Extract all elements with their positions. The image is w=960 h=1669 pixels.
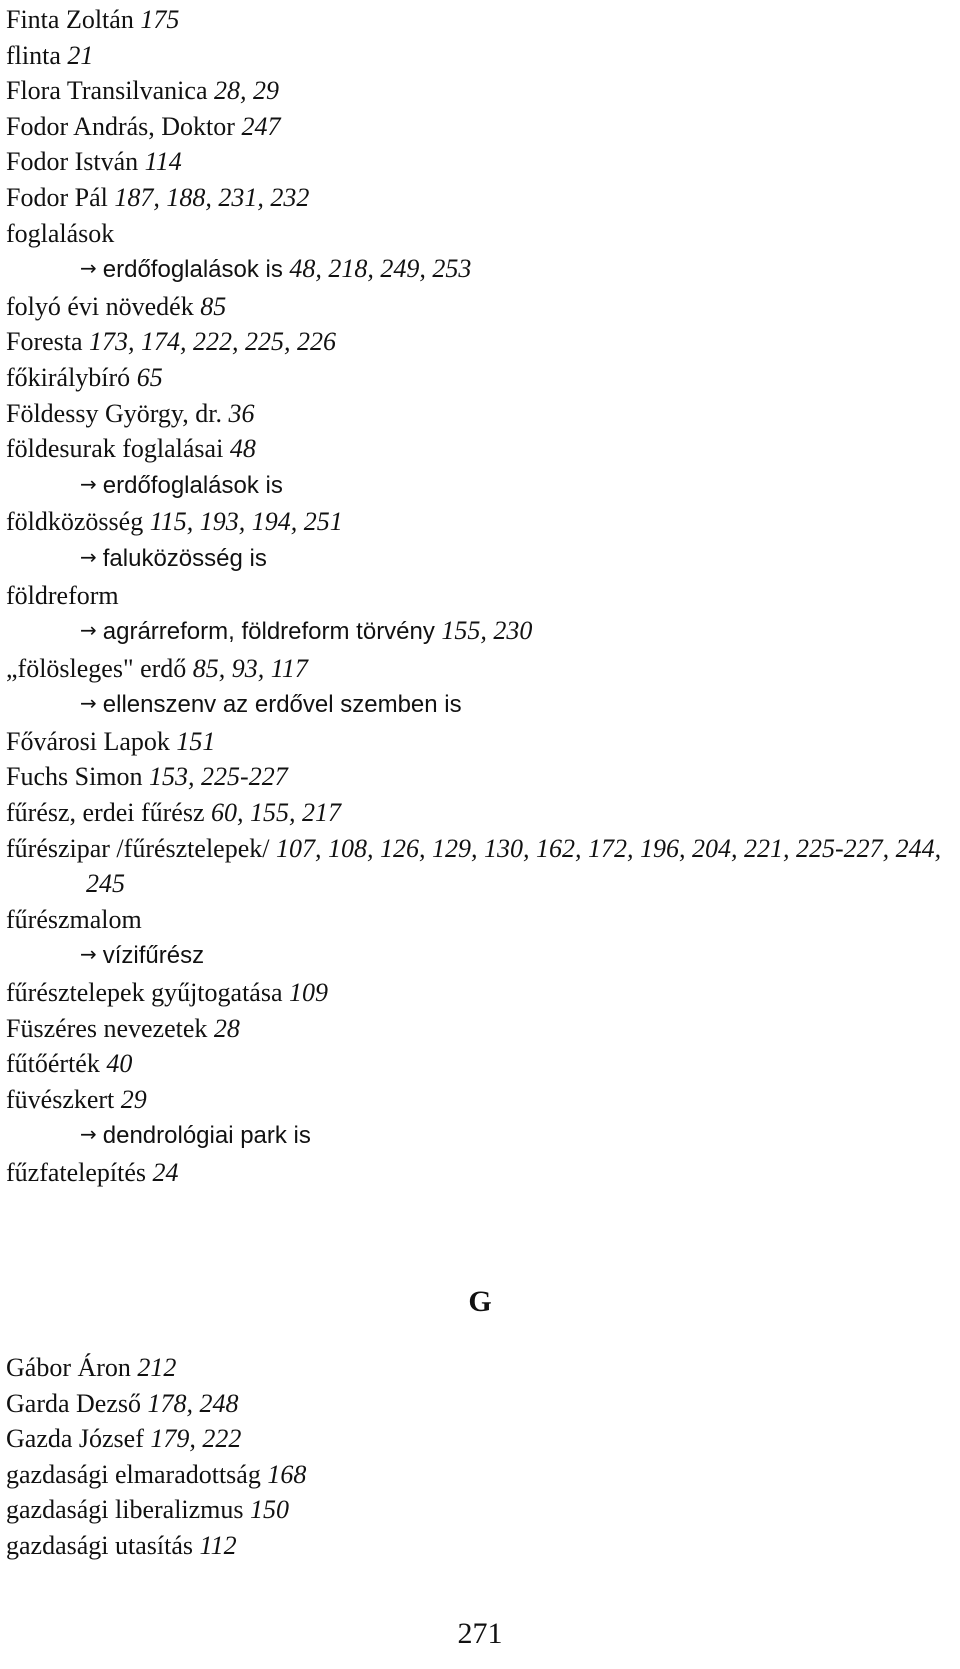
page-references: 151 — [176, 726, 216, 756]
arrow-right-icon: → — [80, 256, 97, 281]
index-entry — [6, 73, 946, 109]
index-term: földesurak foglalásai — [6, 434, 224, 464]
page-references: 247 — [241, 111, 281, 141]
index-entry — [6, 180, 946, 216]
page-references: 109 — [289, 978, 328, 1008]
cross-reference-text: faluközösség is — [102, 544, 267, 572]
index-entry — [6, 1046, 946, 1082]
index-entry — [6, 1421, 946, 1457]
index-section-f — [6, 2, 946, 1191]
page-references: 48, 218, 249, 253 — [289, 254, 472, 284]
cross-reference-text: vízifűrész — [102, 942, 205, 970]
page-references: 107, 108, 126, 129, 130, 162, 172, 196, 204, 221, 225-227, 244, 245 — [86, 833, 942, 899]
index-entry — [6, 504, 946, 540]
index-term: Gazda József — [6, 1424, 144, 1454]
index-entry — [6, 795, 946, 831]
index-term: foglalások — [6, 218, 115, 248]
page-references: 85 — [200, 291, 227, 321]
page-references: 28 — [213, 1013, 240, 1043]
page-references: 153, 225-227 — [149, 762, 288, 792]
index-term: fűrészmalom — [6, 904, 142, 934]
cross-reference — [6, 251, 946, 289]
index-entry — [6, 1082, 946, 1118]
index-entry — [6, 759, 946, 795]
index-entry — [6, 1011, 946, 1047]
index-entry — [6, 724, 946, 760]
page-references: 48 — [229, 434, 256, 464]
index-term: Finta Zoltán — [6, 5, 134, 34]
index-entry — [6, 396, 946, 432]
arrow-right-icon: → — [80, 691, 97, 716]
index-entry — [6, 1155, 946, 1191]
page-references: 29 — [120, 1084, 147, 1114]
index-entry — [6, 1492, 946, 1528]
page-references: 168 — [267, 1459, 307, 1489]
index-term: földközösség — [6, 507, 144, 537]
index-term: fűrész, erdei fűrész — [6, 798, 205, 828]
cross-reference — [6, 467, 946, 505]
cross-reference-text: ellenszenv az erdővel szemben is — [102, 691, 462, 719]
index-entry — [6, 975, 946, 1011]
page-references: 65 — [136, 362, 163, 392]
index-term: Fodor István — [6, 147, 139, 177]
cross-reference-text: erdőfoglalások is — [102, 471, 283, 499]
index-term: Fuchs Simon — [6, 762, 143, 792]
page-references: 40 — [106, 1049, 133, 1079]
page-references: 85, 93, 117 — [192, 653, 308, 683]
index-term: Fodor András, Doktor — [6, 111, 235, 141]
index-term: Földessy György, dr. — [6, 398, 222, 428]
page-references: 28, 29 — [214, 76, 279, 106]
index-term: folyó évi növedék — [6, 291, 194, 321]
index-term: fűtőérték — [6, 1049, 100, 1079]
index-entry — [6, 831, 946, 902]
index-entry — [6, 1457, 946, 1493]
index-term: gazdasági utasítás — [6, 1530, 193, 1560]
index-entry — [6, 651, 946, 687]
page-references: 175 — [140, 5, 180, 34]
arrow-right-icon: → — [80, 618, 97, 643]
page-references: 24 — [152, 1158, 179, 1187]
cross-reference — [6, 937, 946, 975]
index-entry — [6, 902, 946, 938]
index-entry — [6, 1528, 946, 1564]
index-section-g — [6, 1350, 946, 1564]
index-entry — [6, 1350, 946, 1386]
index-entry — [6, 216, 946, 252]
index-term: Flora Transilvanica — [6, 76, 208, 106]
index-entry — [6, 109, 946, 145]
page-references: 60, 155, 217 — [211, 798, 341, 828]
index-term: fűrésztelepek gyűjtogatása — [6, 978, 283, 1008]
page-references: 179, 222 — [150, 1424, 242, 1454]
page-references: 36 — [228, 398, 255, 428]
cross-reference — [6, 613, 946, 651]
cross-reference — [6, 686, 946, 724]
index-entry — [6, 578, 946, 614]
index-term: fűrészipar /fűrésztelepek/ — [6, 833, 270, 863]
index-term: Fővárosi Lapok — [6, 726, 170, 756]
page-references: 178, 248 — [147, 1388, 239, 1418]
arrow-right-icon: → — [80, 544, 97, 569]
index-entry — [6, 38, 946, 74]
index-term: Fodor Pál — [6, 182, 108, 212]
arrow-right-icon: → — [80, 942, 97, 967]
page-references: 114 — [144, 147, 182, 177]
index-entry — [6, 431, 946, 467]
page-references: 155, 230 — [441, 616, 533, 646]
cross-reference-text: agrárreform, földreform törvény — [102, 618, 435, 646]
cross-reference-text: erdőfoglalások is — [102, 256, 283, 284]
page-references: 115, 193, 194, 251 — [149, 507, 343, 537]
index-entry — [6, 1386, 946, 1422]
index-term: gazdasági elmaradottság — [6, 1459, 261, 1489]
index-entry — [6, 360, 946, 396]
page-references: 112 — [199, 1530, 237, 1560]
arrow-right-icon: → — [80, 1122, 97, 1147]
index-term: fűzfatelepítés — [6, 1158, 147, 1187]
index-term: Füszéres nevezetek — [6, 1013, 208, 1043]
page-references: 173, 174, 222, 225, 226 — [89, 327, 337, 357]
page-references: 187, 188, 231, 232 — [114, 182, 310, 212]
index-term: Foresta — [6, 327, 83, 357]
page-references: 21 — [67, 40, 94, 70]
arrow-right-icon: → — [80, 471, 97, 496]
index-entry — [6, 144, 946, 180]
index-term: földreform — [6, 580, 119, 610]
letter-heading: G — [468, 1285, 492, 1318]
index-term: gazdasági liberalizmus — [6, 1495, 244, 1525]
cross-reference-text: dendrológiai park is — [102, 1122, 311, 1150]
page-references: 150 — [250, 1495, 290, 1525]
page-references: 212 — [137, 1353, 177, 1382]
page-number: 271 — [457, 1617, 503, 1650]
index-term: főkirálybíró — [6, 362, 131, 392]
cross-reference — [6, 1117, 946, 1155]
index-term: Garda Dezső — [6, 1388, 141, 1418]
index-term: flinta — [6, 40, 61, 70]
index-entry — [6, 324, 946, 360]
index-term: Gábor Áron — [6, 1353, 131, 1382]
index-entry — [6, 289, 946, 325]
index-term: füvészkert — [6, 1084, 115, 1114]
index-entry — [6, 2, 946, 38]
cross-reference — [6, 540, 946, 578]
index-term: „fölösleges" erdő — [6, 653, 187, 683]
